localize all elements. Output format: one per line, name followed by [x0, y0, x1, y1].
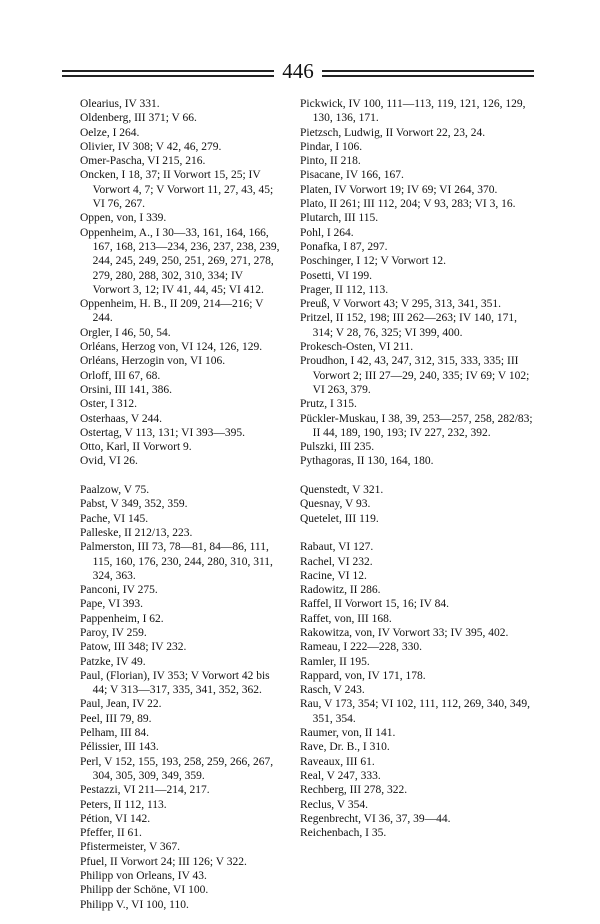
index-entry: Palleske, II 212/13, 223. [80, 526, 193, 539]
index-entry: Perl, V 152, 155, 193, 258, 259, 266, 267, 304, 305, 309, 349, 359. [80, 755, 274, 782]
index-entry: Prutz, I 315. [300, 398, 357, 411]
index-entry: Rechberg, III 278, 322. [300, 784, 408, 797]
index-entry: Rakowitza, von, IV Vorwort 33; IV 395, 402. [300, 626, 509, 639]
index-entry: Plutarch, III 115. [300, 212, 379, 225]
index-column-left [80, 97, 280, 912]
index-entry: Reichenbach, I 35. [300, 827, 387, 840]
index-entry: Olearius, IV 331. [80, 98, 160, 110]
index-entry: Patow, III 348; IV 232. [80, 641, 187, 654]
index-entry: Oppen, von, I 339. [80, 212, 167, 225]
index-entry: Pinto, II 218. [300, 155, 361, 168]
index-entry: Peters, II 112, 113. [80, 798, 167, 811]
index-entry: Pelham, III 84. [80, 727, 149, 740]
index-entry: Real, V 247, 333. [300, 769, 381, 782]
index-entry: Prager, II 112, 113. [300, 283, 389, 296]
index-entry: Oncken, I 18, 37; II Vorwort 15, 25; IV Vorwort 4, 7; V Vorwort 11, 27, 43, 45; VI 76, 267. [80, 169, 274, 211]
index-entry: Rave, Dr. B., I 310. [300, 741, 390, 754]
index-entry: Rameau, I 222—228, 330. [300, 641, 423, 654]
header-rule-left-bottom [62, 75, 274, 77]
index-entry: Ramler, II 195. [300, 655, 370, 668]
index-entry: Pickwick, IV 100, 111—113, 119, 121, 126, 129, 130, 136, 171. [300, 98, 526, 125]
index-entry: Paul, (Florian), IV 353; V Vorwort 42 bis 44; V 313—317, 335, 341, 352, 362. [80, 669, 270, 697]
index-entry: Olivier, IV 308; V 42, 46, 279. [80, 140, 222, 153]
index-entry: Pape, VI 393. [80, 598, 144, 611]
index-entry: Osterhaas, V 244. [80, 412, 162, 425]
index-entry: Oelze, I 264. [80, 126, 140, 139]
index-entry: Ovid, VI 26. [80, 455, 138, 468]
index-entry: Quetelet, III 119. [300, 512, 379, 525]
index-entry: Paul, Jean, IV 22. [80, 698, 162, 711]
index-entry: Omer-Pascha, VI 215, 216. [80, 155, 206, 168]
index-entry: Pestazzi, VI 211—214, 217. [80, 784, 210, 797]
index-entry: Rachel, VI 232. [300, 555, 373, 568]
index-entry: Poschinger, I 12; V Vorwort 12. [300, 255, 446, 268]
index-entry: Plato, II 261; III 112, 204; V 93, 283; VI 3, 16. [300, 198, 516, 211]
header-rule-right-bottom [322, 75, 534, 77]
index-entry: Prokesch-Osten, VI 211. [300, 341, 414, 354]
letter-group-gap [80, 469, 280, 483]
index-entry: Posetti, VI 199. [300, 269, 372, 282]
index-entry: Pohl, I 264. [300, 226, 354, 239]
index-entry: Patzke, IV 49. [80, 655, 146, 668]
index-entry: Raffet, von, III 168. [300, 612, 392, 625]
index-entry: Ponafka, I 87, 297. [300, 240, 388, 253]
index-entry: Oster, I 312. [80, 398, 138, 411]
index-entry: Pisacane, IV 166, 167. [300, 169, 404, 182]
letter-group-gap [300, 469, 536, 483]
index-entry: Peel, III 79, 89. [80, 712, 152, 725]
index-entry: Orléans, Herzog von, VI 124, 126, 129. [80, 341, 263, 354]
index-entry: Quesnay, V 93. [300, 498, 371, 511]
index-entry: Pindar, I 106. [300, 140, 363, 153]
index-entry: Rabaut, VI 127. [300, 541, 374, 554]
index-entry: Rappard, von, IV 171, 178. [300, 669, 426, 682]
index-entry: Radowitz, II 286. [300, 584, 381, 597]
letter-group-gap [300, 526, 536, 540]
index-entry: Philipp V., VI 100, 110. [80, 898, 189, 911]
page-header [0, 56, 600, 92]
index-entry: Pétion, VI 142. [80, 812, 151, 825]
index-entry: Quenstedt, V 321. [300, 484, 384, 497]
index-entry: Oldenberg, III 371; V 66. [80, 112, 197, 125]
header-rule-right-top [322, 70, 534, 72]
index-entry: Pfuel, II Vorwort 24; III 126; V 322. [80, 855, 247, 868]
index-entry: Palmerston, III 73, 78—81, 84—86, 111, 115, 160, 176, 230, 244, 280, 310, 311, 324, 363. [80, 541, 273, 582]
index-entry: Pabst, V 349, 352, 359. [80, 498, 188, 511]
index-entry: Pélissier, III 143. [80, 741, 159, 754]
index-entry: Proudhon, I 42, 43, 247, 312, 315, 333, 335; III Vorwort 2; III 27—29, 240, 335; IV 69; V 102; VI 263, 379. [300, 355, 530, 396]
index-entry: Rau, V 173, 354; VI 102, 111, 112, 269, 340, 349, 351, 354. [300, 698, 531, 725]
index-entry: Pietzsch, Ludwig, II Vorwort 22, 23, 24. [300, 126, 486, 139]
index-entry: Orsini, III 141, 386. [80, 383, 172, 396]
index-entry: Rasch, V 243. [300, 684, 365, 697]
index-column-right [300, 97, 536, 840]
index-entry: Oppenheim, H. B., II 209, 214—216; V 244. [80, 298, 264, 325]
index-entry: Racine, VI 12. [300, 569, 367, 582]
index-entry: Raveaux, III 61. [300, 755, 375, 768]
index-entry: Pythagoras, II 130, 164, 180. [300, 455, 434, 468]
index-entry: Raffel, II Vorwort 15, 16; IV 84. [300, 598, 449, 611]
index-entry: Pappenheim, I 62. [80, 612, 164, 625]
index-entry: Orloff, III 67, 68. [80, 369, 161, 382]
index-entry: Paroy, IV 259. [80, 626, 147, 639]
index-entry: Pfeffer, II 61. [80, 827, 142, 840]
index-entry: Pulszki, III 235. [300, 441, 375, 454]
index-entry: Orgler, I 46, 50, 54. [80, 326, 171, 339]
index-entry: Platen, IV Vorwort 19; IV 69; VI 264, 370. [300, 183, 498, 196]
index-entry: Oppenheim, A., I 30—33, 161, 164, 166, 167, 168, 213—234, 236, 237, 238, 239, 244, 245, 249, 250, 251, 269, 271, 278, 279, 280, 288, 302, 310, 334; IV Vorwort 3, 12; IV 41, 44, 45; VI 412. [80, 226, 280, 296]
index-entry: Ostertag, V 113, 131; VI 393—395. [80, 426, 246, 439]
page-number: 446 [282, 59, 314, 83]
index-entry: Philipp von Orleans, IV 43. [80, 870, 207, 883]
index-entry: Raumer, von, II 141. [300, 727, 396, 740]
index-entry: Otto, Karl, II Vorwort 9. [80, 441, 192, 454]
index-entry: Pfistermeister, V 367. [80, 841, 181, 854]
index-entry: Pritzel, II 152, 198; III 262—263; IV 140, 171, 314; V 28, 76, 325; VI 399, 400. [300, 312, 517, 339]
index-entry: Orléans, Herzogin von, VI 106. [80, 355, 226, 368]
index-entry: Regenbrecht, VI 36, 37, 39—44. [300, 812, 451, 825]
index-entry: Pückler-Muskau, I 38, 39, 253—257, 258, 282/83; II 44, 189, 190, 193; IV 227, 232, 392. [300, 412, 533, 439]
index-entry: Preuß, V Vorwort 43; V 295, 313, 341, 351. [300, 298, 501, 311]
index-entry: Reclus, V 354. [300, 798, 368, 811]
index-entry: Pache, VI 145. [80, 512, 149, 525]
header-rule-left-top [62, 70, 274, 72]
index-entry: Philipp der Schöne, VI 100. [80, 884, 209, 897]
index-entry: Paalzow, V 75. [80, 484, 150, 497]
index-entry: Panconi, IV 275. [80, 584, 158, 597]
